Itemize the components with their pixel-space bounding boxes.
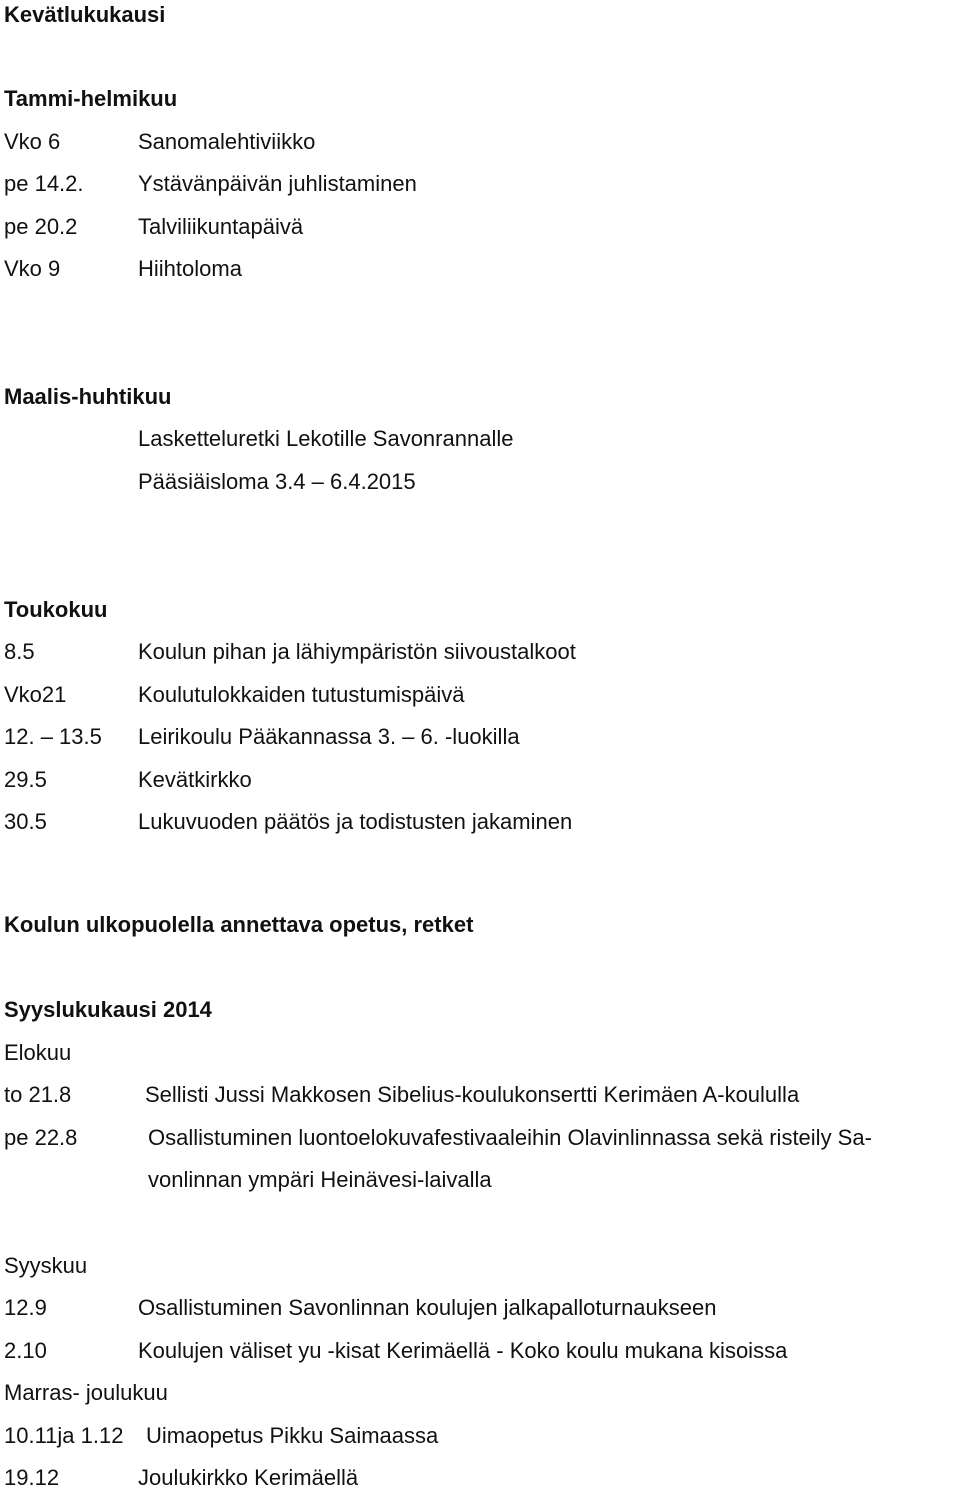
- event-date: 8.5: [4, 639, 35, 664]
- event-text: Osallistuminen Savonlinnan koulujen jalkapalloturnaukseen: [138, 1295, 717, 1320]
- section-heading-ulkopuolella: Koulun ulkopuolella annettava opetus, retket: [4, 912, 474, 937]
- event-date: 2.10: [4, 1338, 47, 1363]
- section-heading-toukokuu: Toukokuu: [4, 597, 108, 622]
- event-text: Uimaopetus Pikku Saimaassa: [146, 1423, 439, 1448]
- event-date: 19.12: [4, 1465, 60, 1490]
- event-date: pe 20.2: [4, 214, 78, 239]
- event-text: Leirikoulu Pääkannassa 3. – 6. -luokilla: [138, 724, 520, 749]
- page-title: Kevätlukukausi: [4, 2, 166, 27]
- event-date: 10.11ja 1.12: [4, 1423, 124, 1448]
- event-text: Koulutulokkaiden tutustumispäivä: [138, 682, 465, 707]
- month-label-syyskuu: Syyskuu: [4, 1253, 88, 1278]
- event-text: Hiihtoloma: [138, 256, 242, 281]
- event-text: Sellisti Jussi Makkosen Sibelius-koulukonsertti Kerimäen A-koululla: [145, 1082, 800, 1107]
- event-date: 29.5: [4, 767, 47, 792]
- event-text: Pääsiäisloma 3.4 – 6.4.2015: [138, 469, 416, 494]
- event-text: Osallistuminen luontoelokuvafestivaaleihin Olavinlinnassa sekä risteily Sa-: [148, 1125, 872, 1150]
- event-text: Lasketteluretki Lekotille Savonrannalle: [138, 426, 514, 451]
- event-text: Ystävänpäivän juhlistaminen: [138, 171, 417, 196]
- event-date: 12. – 13.5: [4, 724, 102, 749]
- event-date: Vko 9: [4, 256, 61, 281]
- event-date: Vko 6: [4, 129, 61, 154]
- event-text: Kevätkirkko: [138, 767, 252, 792]
- event-text: Joulukirkko Kerimäellä: [138, 1465, 359, 1490]
- event-date: Vko21: [4, 682, 67, 707]
- event-date: to 21.8: [4, 1082, 72, 1107]
- section-heading-tammi-helmikuu: Tammi-helmikuu: [4, 86, 178, 111]
- month-label-elokuu: Elokuu: [4, 1040, 72, 1065]
- event-text-continuation: vonlinnan ympäri Heinävesi-laivalla: [148, 1167, 492, 1192]
- section-heading-maalis-huhtikuu: Maalis-huhtikuu: [4, 384, 172, 409]
- section-subheading-syyslukukausi: Syyslukukausi 2014: [4, 997, 212, 1022]
- event-text: Koulun pihan ja lähiympäristön siivoustalkoot: [138, 639, 576, 664]
- event-date: 12.9: [4, 1295, 47, 1320]
- month-label-marras-joulukuu: Marras- joulukuu: [4, 1380, 168, 1405]
- event-text: Lukuvuoden päätös ja todistusten jakaminen: [138, 809, 573, 834]
- event-date: 30.5: [4, 809, 47, 834]
- event-text: Sanomalehtiviikko: [138, 129, 316, 154]
- event-date: pe 22.8: [4, 1125, 78, 1150]
- event-text: Koulujen väliset yu -kisat Kerimäellä - Koko koulu mukana kisoissa: [138, 1338, 788, 1363]
- event-date: pe 14.2.: [4, 171, 84, 196]
- event-text: Talviliikuntapäivä: [138, 214, 304, 239]
